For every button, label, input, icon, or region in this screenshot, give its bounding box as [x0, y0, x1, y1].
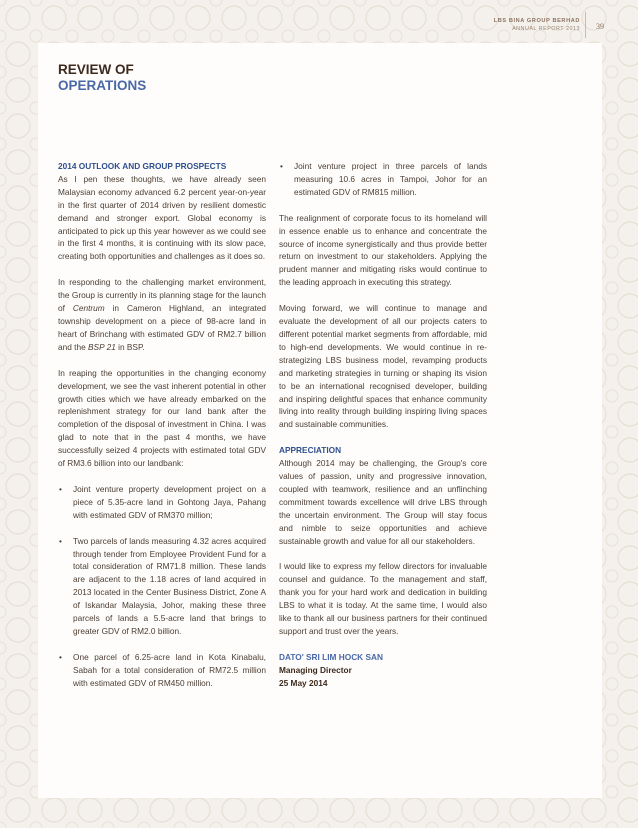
bullet-icon: •: [59, 483, 62, 494]
page-title: [58, 62, 146, 94]
paragraph: Moving forward, we will continue to manage and evaluate the development of all our projects caters to different potential market segments from affordable, mid to high-end developments. We would continue in re-strategizing LBS business model, revamping products and marketing strategies in turning or shaping its vision to be an international recognised developer, building and inspiring delightful spaces that enhance community living into reality through building inspiring living spaces and sustainable communities.: [279, 303, 487, 430]
running-header: [494, 18, 580, 32]
paragraph: The realignment of corporate focus to its homeland will in essence enable us to enhance and concentrate the source of income synergistically and thus provide better return on investment to our stakeholders. Applying the prudent manner and mitigating risks would continue to the leading approach in executing this strategy.: [279, 212, 487, 288]
bullet-icon: •: [59, 651, 62, 662]
signatory-title: Managing Director: [279, 664, 352, 675]
signatory-name: DATO' SRI LIM HOCK SAN: [279, 651, 383, 662]
paragraph: As I pen these thoughts, we have already seen Malaysian economy advanced 6.2 percent year-on-year in the first quarter of 2014 driven by resilient domestic demand and stronger export. Global economy is anticipated to pick up this year however as we could see in the first 4 months, it is continuing with its slow pace, creating both opportunities and challenges as it does so.: [58, 173, 266, 262]
title-line-1: REVIEW OF: [58, 62, 134, 77]
report-name: ANNUAL REPORT 2013: [512, 26, 580, 32]
bullet-icon: •: [59, 535, 62, 546]
bullet-icon: •: [280, 161, 283, 171]
project-list: [279, 160, 487, 199]
project-name: BSP 21: [88, 341, 116, 352]
project-list: [58, 483, 266, 690]
paragraph: In reaping the opportunities in the changing economy development, we see the vast inherent potential in other growth cities which we have already embarked on the replenishment strategy for our land bank after the completion of the disposal of investment in China. I was glad to note that in the past 4 months, we have successfully seized 4 projects with estimated total GDV of RM3.6 billion into our landbank:: [58, 367, 266, 469]
header-divider: [585, 12, 586, 38]
paragraph: Although 2014 may be challenging, the Group's core values of passion, unity and progressive innovation, coupled with teamwork, resilience and an unflinching commitment towards excellence will drive LBS through the uncertain environment. The Group will stay focus and nimble to seize opportunities and achieve sustainable growth and value for all our stakeholders.: [279, 458, 487, 546]
paragraph: In responding to the challenging market environment, the Group is currently in its planning stage for the launch of Centrum in Cameron Highland, an integrated township development on a piece of 98-acre land in heart of Brinchang with estimated GDV of RM2.7 billion and the BSP 21 in BSP.: [58, 277, 266, 352]
signature-date: 25 May 2014: [279, 677, 328, 688]
list-item: • Two parcels of lands measuring 4.32 acres acquired through tender from Employee Provident Fund for a total consideration of RM71.8 million. These lands are adjacent to the 1.18 acres of land acquired in 2013 located in the Center Business District, Zone A of Iskandar Malaysia, Johor, making these three parcels of lands a 5.5-acre land that brings to greater GDV of RM2.0 billion.: [59, 535, 266, 636]
right-column: [279, 160, 487, 690]
paragraph: I would like to express my fellow directors for invaluable counsel and guidance. To the management and staff, thank you for your hard work and dedication in building LBS to what it is today. At the same time, I would also like to thank all our business partners for their continued support and trust over the years.: [279, 561, 487, 636]
company-name: LBS BINA GROUP BERHAD: [493, 18, 580, 24]
page-number: 39: [596, 22, 604, 31]
section-heading-outlook: 2014 OUTLOOK AND GROUP PROSPECTS: [58, 161, 227, 171]
list-item: • Joint venture project in three parcels of lands measuring 10.6 acres in Tampoi, Johor for an estimated GDV of RM815 million.: [280, 161, 487, 197]
title-line-2: OPERATIONS: [58, 78, 147, 93]
project-name: Centrum: [72, 303, 105, 314]
list-item: • Joint venture property development project on a piece of 5.35-acre land in Gohtong Jaya, Pahang with estimated GDV of RM370 million;: [59, 483, 266, 520]
section-heading-appreciation: APPRECIATION: [279, 445, 342, 456]
list-item: • One parcel of 6.25-acre land in Kota Kinabalu, Sabah for a total consideration of RM72.5 million with estimated GDV of RM450 million.: [59, 651, 266, 688]
left-column: [58, 160, 266, 703]
